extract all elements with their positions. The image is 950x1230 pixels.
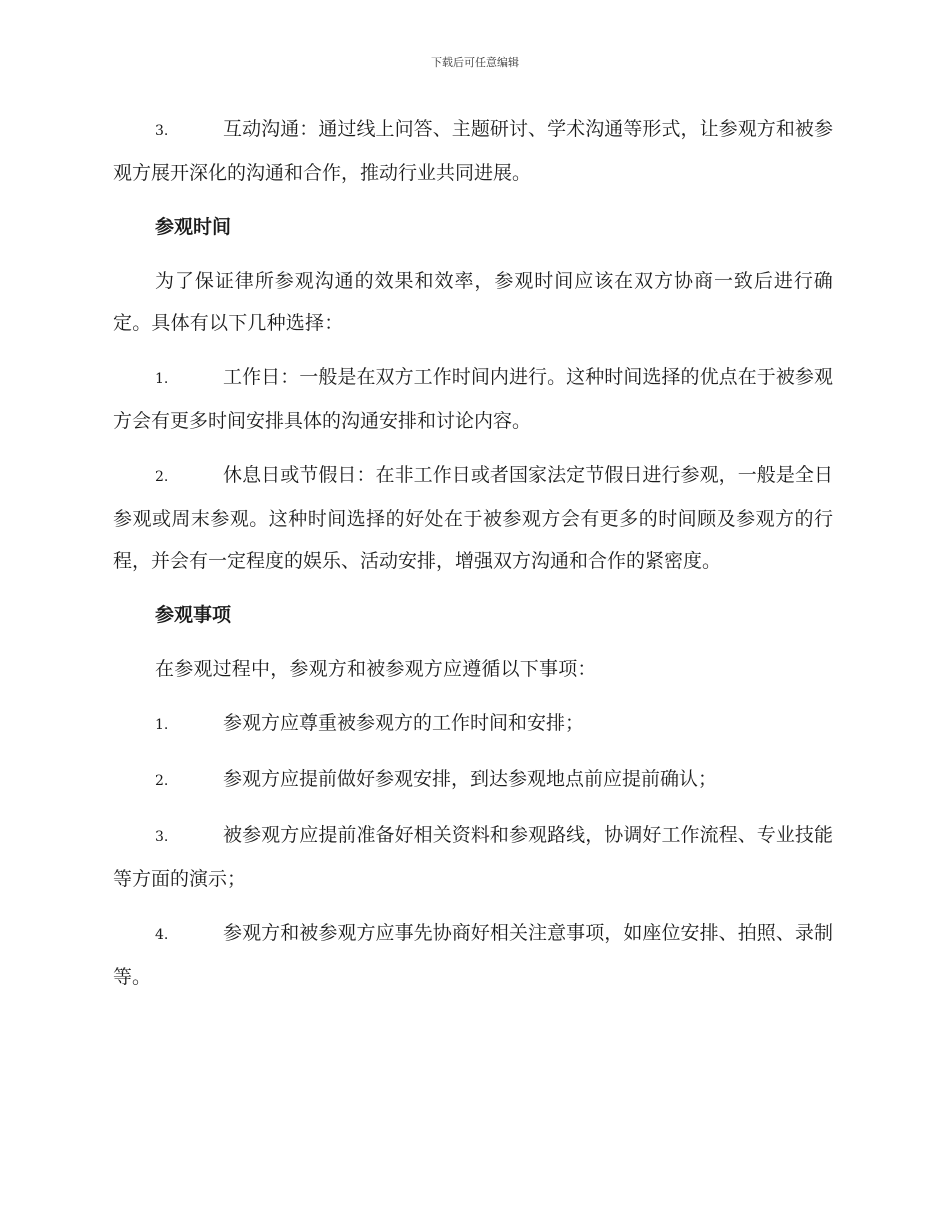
- list-item: [113, 758, 833, 802]
- section-heading-matters: 参观事项: [155, 604, 232, 626]
- list-item: [113, 702, 833, 746]
- list-item: [113, 912, 833, 998]
- list-number: 2.: [155, 773, 169, 789]
- document-body: [113, 108, 833, 1010]
- list-item: [113, 356, 833, 442]
- list-number: 1.: [155, 371, 169, 387]
- list-number: 4.: [155, 927, 169, 943]
- time-intro-paragraph: 为了保证律所参观沟通的效果和效率，参观时间应该在双方协商一致后进行确定。具体有以下几种选择：: [113, 270, 833, 334]
- list-item-text: 参观方应提前做好参观安排，到达参观地点前应提前确认；: [223, 768, 718, 790]
- list-item-text: 工作日：一般是在双方工作时间内进行。这种时间选择的优点在于被参观方会有更多时间安排具体的沟通安排和讨论内容。: [113, 366, 833, 432]
- list-item-text: 休息日或节假日：在非工作日或者国家法定节假日进行参观，一般是全日参观或周末参观。这种时间选择的好处在于被参观方会有更多的时间顾及参观方的行程，并会有一定程度的娱乐、活动安排，增强双方沟通和合作的紧密度。: [113, 464, 833, 572]
- list-number: 3.: [155, 829, 169, 845]
- list-number: 1.: [155, 717, 169, 733]
- matters-intro-paragraph: 在参观过程中，参观方和被参观方应遵循以下事项：: [155, 658, 597, 680]
- list-item: [113, 814, 833, 900]
- list-item: [113, 454, 833, 582]
- page-header: 下载后可任意编辑: [431, 56, 519, 69]
- section-heading-time: 参观时间: [155, 216, 232, 238]
- list-number: 2.: [155, 469, 169, 485]
- list-item-text: 参观方应尊重被参观方的工作时间和安排；: [223, 712, 585, 734]
- list-item-text: 互动沟通：通过线上问答、主题研讨、学术沟通等形式，让参观方和被参观方展开深化的沟通和合作，推动行业共同进展。: [113, 118, 833, 184]
- list-number: 3.: [155, 123, 169, 139]
- list-item-text: 被参观方应提前准备好相关资料和参观路线，协调好工作流程、专业技能等方面的演示；: [113, 824, 833, 890]
- list-item-text: 参观方和被参观方应事先协商好相关注意事项，如座位安排、拍照、录制等。: [113, 922, 833, 988]
- list-item: [113, 108, 833, 194]
